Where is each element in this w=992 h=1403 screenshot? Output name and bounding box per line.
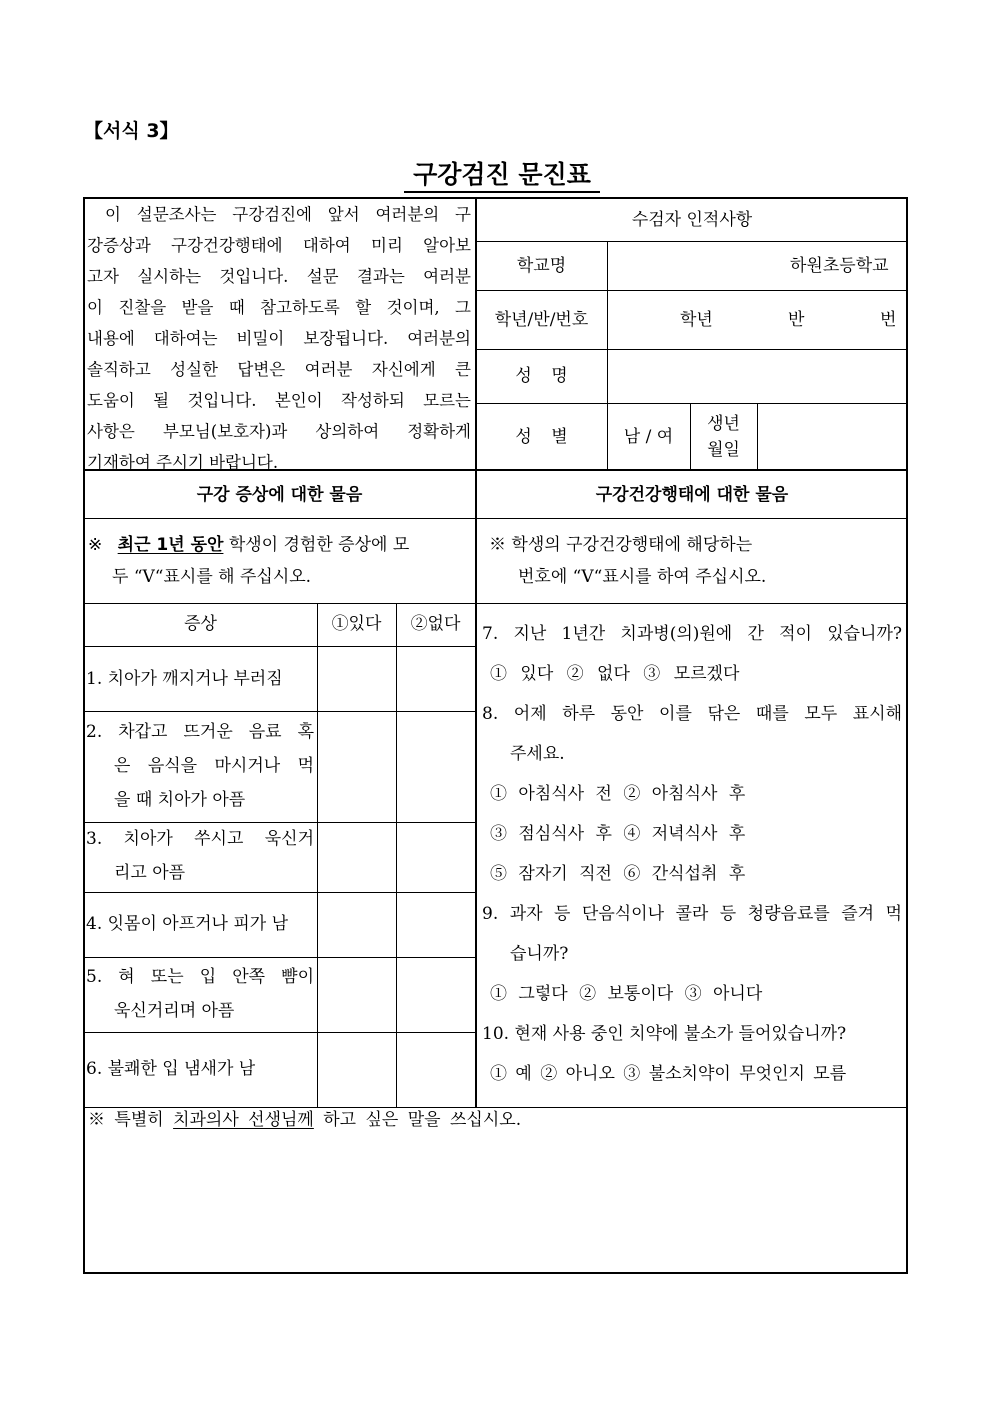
no-cell[interactable] xyxy=(397,647,475,711)
intro-line: 솔직하고 성실한 답변은 여러분 자신에게 큰 xyxy=(87,360,471,379)
symptom-item: 리고 아픔 xyxy=(114,863,186,883)
birth-label: 생년 xyxy=(707,414,740,434)
symptom-item: 3. 치아가 쑤시고 욱신거 xyxy=(86,829,314,849)
sex-label: 성 별 xyxy=(515,427,568,447)
class-word[interactable]: 반 xyxy=(788,310,805,330)
symptoms-note-line2: 두 “V“표시를 해 주십시오. xyxy=(112,567,312,587)
comment-rest: 하고 싶은 말을 쓰십시오. xyxy=(313,1110,522,1130)
intro-line: 고자 실시하는 것입니다. 설문 결과는 여러분 xyxy=(87,267,471,286)
note-emphasis: 최근 1년 동안 xyxy=(117,535,224,555)
intro-line: 사항은 부모님(보호자)과 상의하여 정확하게 xyxy=(87,422,471,441)
symptoms-header: 구강 증상에 대한 물음 xyxy=(196,485,363,505)
divider xyxy=(84,1107,908,1108)
no-cell[interactable] xyxy=(397,893,475,957)
symptoms-note xyxy=(88,535,409,555)
birth-label: 월일 xyxy=(707,440,740,460)
page-title: 구강검진 문진표 xyxy=(404,160,600,193)
comment-emphasis: 치과의사 선생님께 xyxy=(173,1110,314,1130)
intro-line: 이 설문조사는 구강검진에 앞서 여러분의 구 xyxy=(105,205,471,224)
behavior-note-line2: 번호에 “V“표시를 하여 주십시오. xyxy=(518,567,767,587)
symptom-item: 을 때 치아가 아픔 xyxy=(114,790,246,810)
yes-cell[interactable] xyxy=(318,647,396,711)
intro-line: 도움이 될 것입니다. 본인이 작성하되 모르는 xyxy=(87,391,471,410)
symptom-item: 은 음식을 마시거나 먹 xyxy=(114,756,314,776)
examinee-header: 수검자 인적사항 xyxy=(631,210,753,230)
col-symptom: 증상 xyxy=(184,614,217,634)
question-8-options[interactable]: ⑤ 잠자기 직전 ⑥ 간식섭취 후 xyxy=(490,864,746,884)
note-rest: 학생이 경험한 증상에 모 xyxy=(223,535,410,555)
note-mark: ※ xyxy=(88,535,103,555)
comment-prompt xyxy=(88,1110,521,1130)
birth-date-field[interactable] xyxy=(762,427,902,449)
comment-mark: ※ 특별히 xyxy=(88,1110,174,1130)
grade-word[interactable]: 학년 xyxy=(680,310,713,330)
comment-area[interactable] xyxy=(88,1138,904,1268)
behavior-header: 구강건강행태에 대한 물음 xyxy=(595,485,789,505)
question-9-cont: 습니까? xyxy=(510,944,569,964)
sex-options[interactable]: 남 / 여 xyxy=(623,427,674,447)
divider xyxy=(476,349,908,350)
symptom-item: 욱신거리며 아픔 xyxy=(114,1001,235,1021)
number-word[interactable]: 번 xyxy=(880,310,897,330)
symptom-item: 4. 잇몸이 아프거나 피가 남 xyxy=(86,914,289,934)
name-field[interactable] xyxy=(614,366,904,388)
symptom-item: 2. 차갑고 뜨거운 음료 혹 xyxy=(86,722,314,742)
yes-cell[interactable] xyxy=(318,958,396,1032)
yes-cell[interactable] xyxy=(318,712,396,822)
question-9-options[interactable]: ① 그렇다 ② 보통이다 ③ 아니다 xyxy=(490,984,763,1004)
no-cell[interactable] xyxy=(397,712,475,822)
divider xyxy=(757,403,758,470)
question-9: 9. 과자 등 단음식이나 콜라 등 청량음료를 즐겨 먹 xyxy=(482,904,902,924)
symptom-item: 1. 치아가 깨지거나 부러짐 xyxy=(86,669,283,689)
question-7-options[interactable]: ① 있다 ② 없다 ③ 모르겠다 xyxy=(490,664,740,684)
symptom-item: 5. 혀 또는 입 안쪽 뺨이 xyxy=(86,967,314,987)
intro-line: 강증상과 구강건강행태에 대하여 미리 알아보 xyxy=(87,236,471,255)
intro-line: 이 진찰을 받을 때 참고하도록 할 것이며, 그 xyxy=(87,298,471,317)
divider xyxy=(476,290,908,291)
name-label: 성 명 xyxy=(515,366,568,386)
grade-label: 학년/반/번호 xyxy=(494,310,589,330)
yes-cell[interactable] xyxy=(318,823,396,892)
question-10-options[interactable]: ① 예 ② 아니오 ③ 불소치약이 무엇인지 모름 xyxy=(490,1064,847,1084)
divider xyxy=(84,603,908,604)
symptom-item: 6. 불쾌한 입 냄새가 남 xyxy=(86,1059,256,1079)
yes-cell[interactable] xyxy=(318,893,396,957)
yes-cell[interactable] xyxy=(318,1033,396,1107)
divider xyxy=(476,241,908,242)
center-divider xyxy=(475,198,477,1108)
question-10: 10. 현재 사용 중인 치약에 불소가 들어있습니까? xyxy=(482,1024,847,1044)
divider xyxy=(84,518,908,519)
form-label: 【서식 3】 xyxy=(84,120,179,142)
col-no: ②없다 xyxy=(410,614,461,634)
col-yes: ①있다 xyxy=(331,614,382,634)
intro-paragraph xyxy=(87,199,471,478)
question-8-cont: 주세요. xyxy=(510,744,565,764)
no-cell[interactable] xyxy=(397,958,475,1032)
intro-line: 내용에 대하여는 비밀이 보장됩니다. 여러분의 xyxy=(87,329,471,348)
question-8: 8. 어제 하루 동안 이를 닦은 때를 모두 표시해 xyxy=(482,704,902,724)
intro-line: 기재하여 주시기 바랍니다. xyxy=(87,453,279,472)
no-cell[interactable] xyxy=(397,823,475,892)
question-8-options[interactable]: ① 아침식사 전 ② 아침식사 후 xyxy=(490,784,746,804)
school-value[interactable]: 하원초등학교 xyxy=(790,256,889,276)
behavior-note: ※ 학생의 구강건강행태에 해당하는 xyxy=(489,535,753,555)
no-cell[interactable] xyxy=(397,1033,475,1107)
divider xyxy=(476,403,908,404)
school-label: 학교명 xyxy=(516,256,567,276)
question-7: 7. 지난 1년간 치과병(의)원에 간 적이 있습니까? xyxy=(482,624,902,644)
question-8-options[interactable]: ③ 점심식사 후 ④ 저녁식사 후 xyxy=(490,824,746,844)
